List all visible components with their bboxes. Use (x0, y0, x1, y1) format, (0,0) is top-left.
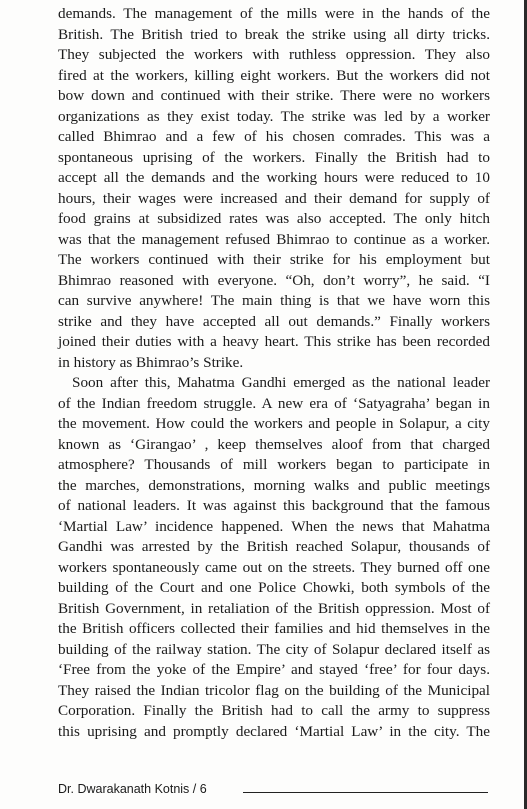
text-line: building of the railway station. The city of Solapur declared itself as (58, 640, 490, 658)
text-line: They subjected the workers with ruthless oppression. They also (58, 46, 490, 63)
text-line: workers spontaneously came out on the streets. They burned off one (58, 558, 490, 576)
text-line: food grains at subsidized rates was also accepted. The only hitch (58, 210, 490, 227)
text-line: Gandhi was arrested by the British reached Solapur, thousands of (58, 538, 490, 555)
text-line: ‘Free from the yoke of the Empire’ and stayed ‘free’ for four days. (58, 661, 490, 678)
text-line: in history as Bhimrao’s Strike. (58, 353, 244, 371)
text-line: can survive anywhere! The main thing is that we have worn this (58, 292, 490, 309)
text-line: this uprising and promptly declared ‘Martial Law’ in the city. The (58, 722, 490, 740)
paragraph (58, 4, 490, 373)
text-line: accept all the demands and the working hours were reduced to 10 (58, 169, 490, 186)
text-line: Corporation. Finally the British had to call the army to suppress (58, 702, 490, 719)
paragraph (58, 373, 490, 742)
text-line: atmosphere? Thousands of mill workers began to participate in (58, 456, 490, 473)
text-line: demands. The management of the mills were in the hands of the (58, 5, 490, 22)
text-line: organizations as they exist today. The strike was led by a worker (58, 107, 490, 125)
text-line: of national leaders. It was against this background that the famous (58, 497, 490, 514)
body-text (58, 4, 490, 742)
text-line: hours, their wages were increased and their demand for supply of (58, 189, 490, 207)
text-line: the British officers collected their families and hid themselves in the (58, 620, 490, 637)
text-line: strike and they have accepted all out demands.” Finally workers (58, 312, 490, 330)
text-line: building of the Court and one Police Chowki, both symbols of the (58, 579, 490, 596)
text-line: They raised the Indian tricolor flag on the building of the Municipal (58, 681, 490, 699)
page-footer (58, 782, 490, 800)
text-line: ‘Martial Law’ incidence happened. When the news that Mahatma (58, 517, 490, 535)
text-line: British Government, in retaliation of the British oppression. Most of (58, 599, 490, 617)
text-line: known as ‘Girangao’ , keep themselves aloof from that charged (58, 435, 490, 453)
text-line: was that the management refused Bhimrao to continue as a worker. (58, 230, 490, 248)
text-line: joined their duties with a heavy heart. This strike has been recorded (58, 333, 490, 350)
footer-rule (243, 792, 488, 793)
text-line: The workers continued with their strike for his employment but (58, 251, 490, 268)
footer-author-page-number: Dr. Dwarakanath Kotnis / 6 (58, 782, 207, 796)
text-line: fired at the workers, killing eight workers. But the workers did not (58, 66, 490, 84)
text-line: Bhimrao reasoned with everyone. “Oh, don’t worry”, he said. “I (58, 271, 490, 289)
text-line: bow down and continued with their strike. There were no workers (58, 87, 490, 104)
text-line: the marches, demonstrations, morning walks and public meetings (58, 476, 490, 494)
text-line: called Bhimrao and a few of his chosen comrades. This was a (58, 128, 490, 145)
text-line: the movement. How could the workers and people in Solapur, a city (58, 415, 490, 432)
text-line: spontaneous uprising of the workers. Finally the British had to (58, 148, 490, 166)
text-line: Soon after this, Mahatma Gandhi emerged as the national leader (72, 374, 490, 391)
text-line: of the Indian freedom struggle. A new era of ‘Satyagraha’ began in (58, 394, 490, 412)
text-line: British. The British tried to break the strike using all dirty tricks. (58, 25, 490, 43)
